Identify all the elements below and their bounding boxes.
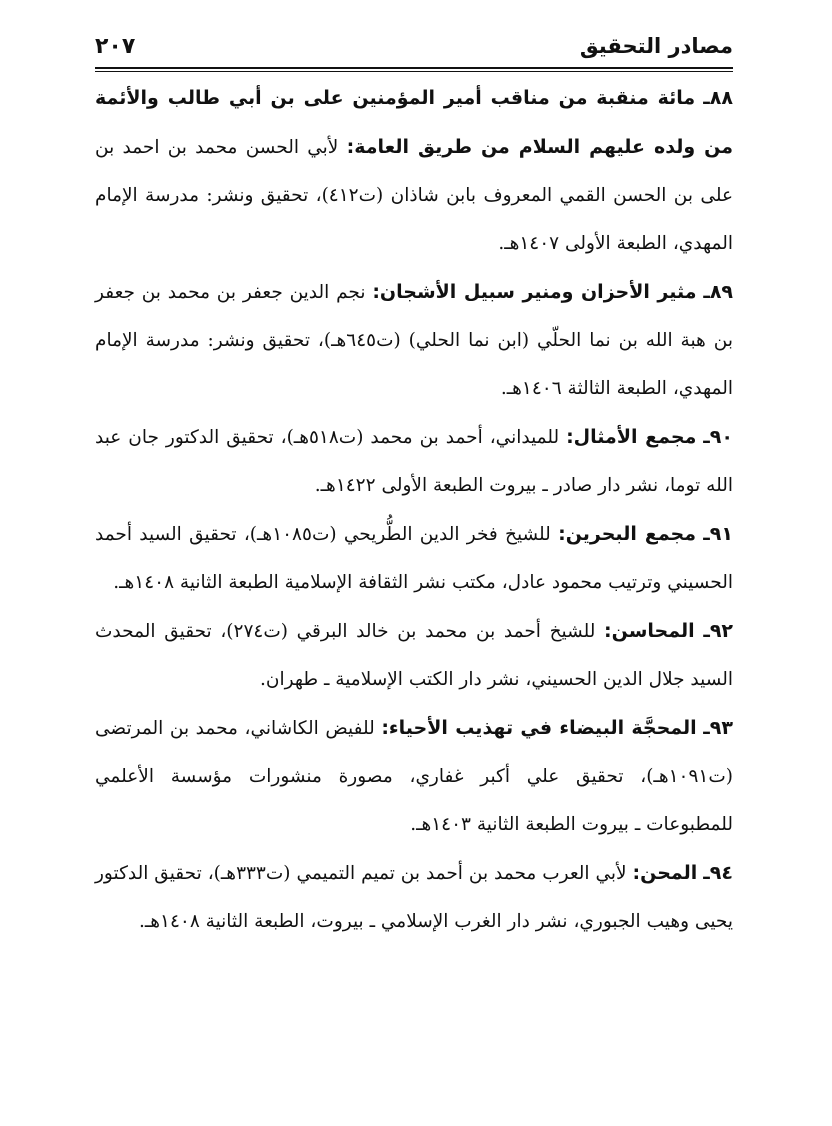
entry-title: مجمع الأمثال: — [566, 426, 697, 448]
page-header — [95, 26, 733, 66]
entry-number: ٩١ـ — [703, 523, 733, 545]
entry-title: مائة منقبة من مناقب أمير المؤمنين على بن أبي طالب والأئمة من ولده عليهم السلام من طريق العامة: — [95, 87, 733, 158]
entry-title: المحجَّة البيضاء في تهذيب الأحياء: — [381, 717, 697, 739]
entry-details: لأبي العرب محمد بن أحمد بن تميم التميمي (ت٣٣٣هـ)، تحقيق الدكتور يحيى وهيب الجبوري، نشر دار الغرب الإسلامي ـ بيروت، الطبعة الثانية ١٤٠٨هـ. — [95, 863, 733, 932]
entry-number: ٨٩ـ — [703, 281, 734, 303]
header-rule-thin — [95, 71, 733, 72]
bibliography-list — [95, 74, 733, 946]
page-number: ٢٠٧ — [95, 33, 136, 59]
bibliography-entry — [95, 607, 733, 704]
running-title: مصادر التحقيق — [579, 34, 733, 58]
entry-number: ٩٣ـ — [703, 717, 733, 739]
entry-details: للشيخ أحمد بن محمد بن خالد البرقي (ت٢٧٤)، تحقيق المحدث السيد جلال الدين الحسيني، نشر دار الكتب الإسلامية ـ طهران. — [95, 621, 733, 690]
entry-title: المحن: — [632, 862, 698, 884]
bibliography-entry — [95, 510, 733, 607]
entry-details: للميداني، أحمد بن محمد (ت٥١٨هـ)، تحقيق الدكتور جان عبد الله توما، نشر دار صادر ـ بيروت الطبعة الأولى ١٤٢٢هـ. — [95, 427, 733, 496]
entry-title: مثير الأحزان ومنير سبيل الأشجان: — [372, 281, 697, 303]
bibliography-entry — [95, 74, 733, 268]
entry-number: ٨٨ـ — [703, 87, 733, 109]
entry-title: المحاسن: — [604, 620, 695, 642]
bibliography-entry — [95, 268, 733, 413]
entry-details: لأبي الحسن محمد بن احمد بن على بن الحسن القمي المعروف بابن شاذان (ت٤١٢)، تحقيق ونشر: مدرسة الإمام المهدي، الطبعة الأولى ١٤٠٧هـ. — [95, 137, 733, 254]
entry-details: نجم الدين جعفر بن محمد بن جعفر بن هبة الله بن نما الحلّي (ابن نما الحلي) (ت٦٤٥هـ)، تحقيق ونشر: مدرسة الإمام المهدي، الطبعة الثالثة ١٤٠٦هـ. — [95, 282, 733, 399]
bibliography-entry — [95, 413, 733, 510]
entry-number: ٩٢ـ — [703, 620, 734, 642]
entry-number: ٩٤ـ — [703, 862, 733, 884]
entry-details: للفيض الكاشاني، محمد بن المرتضى (ت١٠٩١هـ)، تحقيق علي أكبر غفاري، مصورة منشورات مؤسسة الأعلمي للمطبوعات ـ بيروت الطبعة الثانية ١٤٠٣هـ. — [95, 718, 733, 835]
header-rule — [95, 67, 733, 69]
bibliography-entry — [95, 849, 733, 946]
entry-details: للشيخ فخر الدين الطُّريحي (ت١٠٨٥هـ)، تحقيق السيد أحمد الحسيني وترتيب محمود عادل، مكتب نشر الثقافة الإسلامية الطبعة الثانية ١٤٠٨هـ. — [95, 524, 733, 593]
entry-number: ٩٠ـ — [703, 426, 733, 448]
bibliography-entry — [95, 704, 733, 849]
entry-title: مجمع البحرين: — [558, 523, 697, 545]
